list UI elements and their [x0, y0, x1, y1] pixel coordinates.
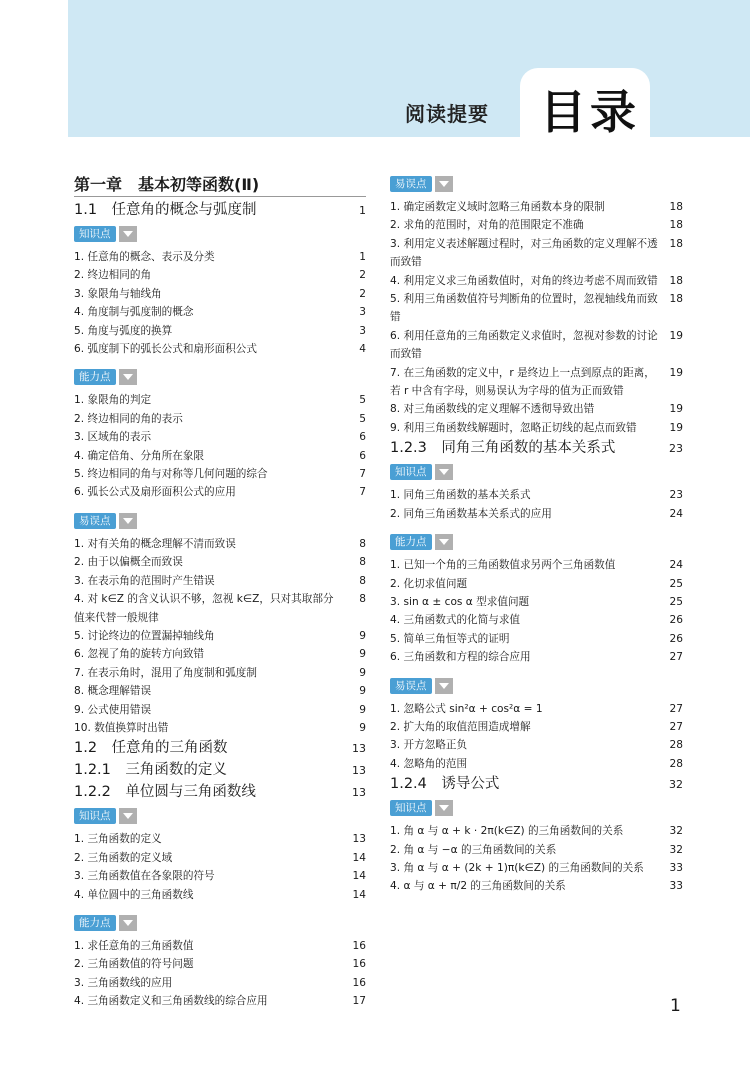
- entry-text: 2. 终边相同的角: [74, 269, 152, 282]
- entry-text: 2. 同角三角函数基本关系式的应用: [390, 507, 552, 520]
- section-page: 32: [669, 778, 683, 792]
- reading-label: 阅读提要: [405, 102, 489, 126]
- entry-page: 13: [352, 833, 366, 846]
- entry-text: 5. 简单三角恒等式的证明: [390, 632, 510, 645]
- entry-text: 2. 由于以偏概全而致误: [74, 556, 183, 569]
- entry-text: 3. 开方忽略正负: [390, 739, 468, 752]
- toc-entry[interactable]: [390, 648, 683, 666]
- toc-list: [74, 830, 366, 904]
- toc-entry[interactable]: [390, 822, 683, 840]
- entry-text: 7. 在三角函数的定义中，r 是终边上一点到原点的距离，若 r 中含有字母，则易误认为字母的值为正而致错: [390, 366, 655, 398]
- entry-page: 19: [669, 421, 683, 434]
- toc-entry[interactable]: [74, 701, 366, 719]
- toc-entry[interactable]: [390, 575, 683, 593]
- entry-text: 1. 象限角的判定: [74, 394, 152, 407]
- entry-text: 8. 概念理解错误: [74, 685, 152, 698]
- section-page: 13: [352, 786, 366, 800]
- category-badge: 易误点: [390, 678, 432, 694]
- entry-page: 6: [359, 449, 366, 462]
- toc-entry[interactable]: [74, 627, 366, 645]
- entry-text: 5. 利用三角函数值符号判断角的位置时，忽视轴线角而致错: [390, 293, 658, 324]
- entry-page: 8: [359, 556, 366, 569]
- toc-entry[interactable]: [74, 410, 366, 428]
- toc-entry[interactable]: [390, 736, 683, 754]
- entry-text: 9. 利用三角函数线解题时，忽略正切线的起点而致错: [390, 421, 637, 434]
- triangle-down-icon: [435, 534, 453, 550]
- entry-text: 3. 三角函数值在各象限的符号: [74, 870, 215, 883]
- entry-page: 16: [352, 939, 366, 952]
- toc-entry[interactable]: [74, 682, 366, 700]
- category-badge: 知识点: [74, 226, 116, 242]
- toc-list: [74, 248, 366, 358]
- entry-page: 9: [359, 685, 366, 698]
- entry-page: 7: [359, 486, 366, 499]
- toc-list: [74, 535, 366, 737]
- entry-text: 1. 对有关角的概念理解不清而致误: [74, 537, 236, 550]
- entry-text: 4. 三角函数式的化简与求值: [390, 614, 521, 627]
- entry-page: 27: [669, 651, 683, 664]
- toc-entry[interactable]: [74, 465, 366, 483]
- category-header: [390, 462, 683, 482]
- toc-section[interactable]: [390, 437, 683, 459]
- category-header: [74, 806, 366, 826]
- toc-entry[interactable]: [390, 611, 683, 629]
- toc-section[interactable]: [74, 737, 366, 759]
- toc-entry[interactable]: [74, 955, 366, 973]
- entry-page: 26: [669, 632, 683, 645]
- entry-page: 9: [359, 721, 366, 734]
- entry-text: 5. 讨论终边的位置漏掉轴线角: [74, 629, 215, 642]
- toc-entry[interactable]: [74, 719, 366, 737]
- toc-entry[interactable]: [74, 535, 366, 553]
- toc-entry[interactable]: [74, 266, 366, 284]
- triangle-down-icon: [435, 678, 453, 694]
- entry-text: 3. 在表示角的范围时产生错误: [74, 574, 215, 587]
- entry-page: 27: [669, 702, 683, 715]
- entry-page: 16: [352, 958, 366, 971]
- section-label: 1.2.3 同角三角函数的基本关系式: [390, 440, 616, 457]
- toc-entry[interactable]: [390, 216, 683, 234]
- section-label: 1.2.1 三角函数的定义: [74, 762, 227, 779]
- entry-page: 3: [359, 306, 366, 319]
- entry-text: 7. 在表示角时，混用了角度制和弧度制: [74, 666, 257, 679]
- toc-entry[interactable]: [74, 340, 366, 358]
- toc-entry[interactable]: [390, 235, 683, 272]
- toc-list: [74, 391, 366, 501]
- entry-page: 23: [669, 489, 683, 502]
- entry-page: 9: [359, 648, 366, 661]
- entry-text: 1. 已知一个角的三角函数值求另两个三角函数值: [390, 559, 616, 572]
- entry-page: 7: [359, 468, 366, 481]
- toc-entry[interactable]: [390, 859, 683, 877]
- entry-text: 6. 忽视了角的旋转方向致错: [74, 648, 205, 661]
- entry-page: 4: [359, 343, 366, 356]
- entry-page: 19: [669, 366, 683, 379]
- entry-text: 2. 三角函数值的符号问题: [74, 958, 194, 971]
- entry-text: 4. 忽略角的范围: [390, 757, 468, 770]
- entry-page: 25: [669, 577, 683, 590]
- entry-page: 33: [669, 880, 683, 893]
- entry-page: 17: [352, 995, 366, 1008]
- entry-text: 10. 数值换算时出错: [74, 721, 169, 734]
- entry-page: 14: [352, 851, 366, 864]
- triangle-down-icon: [119, 915, 137, 931]
- toc-entry[interactable]: [390, 327, 683, 364]
- section-label: 1.2 任意角的三角函数: [74, 740, 228, 757]
- category-badge: 知识点: [74, 808, 116, 824]
- section-label: 1.2.4 诱导公式: [390, 776, 500, 793]
- toc-entry[interactable]: [390, 486, 683, 504]
- toc-entry[interactable]: [390, 700, 683, 718]
- toc-entry[interactable]: [390, 505, 683, 523]
- entry-page: 26: [669, 614, 683, 627]
- entry-page: 18: [669, 274, 683, 287]
- entry-page: 14: [352, 870, 366, 883]
- category-header: [390, 174, 683, 194]
- entry-page: 18: [669, 201, 683, 213]
- entry-page: 24: [669, 507, 683, 520]
- toc-entry[interactable]: [390, 593, 683, 611]
- triangle-down-icon: [435, 176, 453, 192]
- category-badge: 知识点: [390, 800, 432, 816]
- toc-section[interactable]: [74, 759, 366, 781]
- page-number: 1: [670, 996, 681, 1016]
- entry-page: 14: [352, 888, 366, 901]
- toc-entry[interactable]: [74, 992, 366, 1010]
- section-page: 1: [359, 204, 366, 217]
- section-label: 1.1 任意角的概念与弧度制: [74, 202, 257, 218]
- entry-text: 2. 角 α 与 −α 的三角函数间的关系: [390, 843, 557, 856]
- triangle-down-icon: [119, 369, 137, 385]
- toc-entry[interactable]: [74, 285, 366, 303]
- toc-entry[interactable]: [74, 303, 366, 321]
- entry-text: 4. 三角函数定义和三角函数线的综合应用: [74, 995, 268, 1008]
- entry-text: 5. 终边相同的角与对称等几何问题的综合: [74, 468, 268, 481]
- entry-text: 1. 三角函数的定义: [74, 833, 162, 846]
- category-header: [74, 224, 366, 244]
- entry-text: 1. 任意角的概念、表示及分类: [74, 251, 215, 263]
- toc-entry[interactable]: [390, 290, 683, 327]
- toc-list: [390, 198, 683, 437]
- category-badge: 能力点: [390, 534, 432, 550]
- page-title: 目录: [540, 85, 640, 139]
- toc-left-column: [74, 174, 366, 1011]
- category-header: [390, 532, 683, 552]
- toc-entry[interactable]: [74, 322, 366, 340]
- toc-section[interactable]: [74, 781, 366, 803]
- toc-entry[interactable]: [390, 718, 683, 736]
- toc-entry[interactable]: [390, 877, 683, 895]
- entry-page: 5: [359, 394, 366, 407]
- entry-page: 25: [669, 595, 683, 608]
- entry-page: 5: [359, 412, 366, 425]
- entry-text: 6. 弧度制下的弧长公式和扇形面积公式: [74, 343, 257, 356]
- entry-page: 32: [669, 825, 683, 838]
- toc-entry[interactable]: [74, 849, 366, 867]
- entry-page: 33: [669, 861, 683, 874]
- entry-text: 1. 忽略公式 sin²α + cos²α = 1: [390, 702, 543, 715]
- entry-page: 2: [359, 287, 366, 300]
- entry-text: 3. 三角函数线的应用: [74, 976, 173, 989]
- entry-page: 9: [359, 629, 366, 642]
- category-badge: 知识点: [390, 464, 432, 480]
- toc-entry[interactable]: [74, 867, 366, 885]
- triangle-down-icon: [119, 808, 137, 824]
- entry-page: 19: [669, 329, 683, 342]
- toc-entry[interactable]: [74, 428, 366, 446]
- category-badge: 易误点: [390, 176, 432, 192]
- toc-section[interactable]: [74, 199, 366, 221]
- entry-page: 1: [359, 251, 366, 263]
- entry-text: 6. 利用任意角的三角函数定义求值时，忽视对参数的讨论而致错: [390, 329, 658, 361]
- toc-list: [390, 700, 683, 774]
- entry-page: 6: [359, 431, 366, 444]
- category-header: [390, 798, 683, 818]
- entry-page: 2: [359, 269, 366, 282]
- category-header: [74, 913, 366, 933]
- section-page: 13: [352, 764, 366, 778]
- toc-entry[interactable]: [390, 755, 683, 773]
- entry-text: 1. 确定函数定义域时忽略三角函数本身的限制: [390, 201, 605, 213]
- toc-list: [74, 937, 366, 1011]
- toc-list: [390, 556, 683, 666]
- entry-text: 9. 公式使用错误: [74, 703, 152, 716]
- entry-text: 3. 利用定义表述解题过程时，对三角函数的定义理解不透而致错: [390, 237, 658, 269]
- toc-entry[interactable]: [390, 272, 683, 290]
- toc-right-column: [390, 174, 683, 896]
- toc-entry[interactable]: [74, 937, 366, 955]
- toc-entry[interactable]: [390, 841, 683, 859]
- entry-page: 9: [359, 666, 366, 679]
- category-badge: 易误点: [74, 513, 116, 529]
- entry-page: 27: [669, 720, 683, 733]
- entry-page: 8: [359, 593, 366, 606]
- entry-text: 1. 同角三角函数的基本关系式: [390, 489, 531, 502]
- entry-text: 4. 确定倍角、分角所在象限: [74, 449, 205, 462]
- toc-entry[interactable]: [74, 664, 366, 682]
- entry-page: 19: [669, 403, 683, 416]
- entry-text: 6. 三角函数和方程的综合应用: [390, 651, 531, 664]
- toc-entry[interactable]: [74, 391, 366, 409]
- toc-entry[interactable]: [74, 886, 366, 904]
- toc-entry[interactable]: [74, 974, 366, 992]
- entry-page: 28: [669, 739, 683, 752]
- entry-text: 4. 角度制与弧度制的概念: [74, 306, 194, 319]
- entry-text: 1. 求任意角的三角函数值: [74, 939, 194, 952]
- entry-text: 2. 扩大角的取值范围造成增解: [390, 720, 531, 733]
- category-header: [74, 511, 366, 531]
- entry-text: 3. 区域角的表示: [74, 431, 152, 444]
- entry-page: 18: [669, 219, 683, 232]
- entry-text: 2. 终边相同的角的表示: [74, 412, 183, 425]
- chapter-title: 第一章 基本初等函数(Ⅱ): [74, 174, 366, 197]
- triangle-down-icon: [119, 513, 137, 529]
- entry-text: 4. 单位圆中的三角函数线: [74, 888, 194, 901]
- toc-entry[interactable]: [74, 590, 366, 627]
- toc-section[interactable]: [390, 773, 683, 795]
- toc-entry[interactable]: [74, 645, 366, 663]
- entry-text: 3. 象限角与轴线角: [74, 287, 162, 300]
- entry-text: 3. sin α ± cos α 型求值问题: [390, 595, 530, 608]
- entry-text: 4. 对 k∈Z 的含义认识不够，忽视 k∈Z，只对其取部分值来代替一般规律: [74, 593, 334, 624]
- toc-entry[interactable]: [74, 572, 366, 590]
- toc-entry[interactable]: [390, 198, 683, 216]
- entry-text: 5. 角度与弧度的换算: [74, 324, 173, 337]
- entry-text: 1. 角 α 与 α + k · 2π(k∈Z) 的三角函数间的关系: [390, 825, 624, 838]
- section-page: 23: [669, 442, 683, 456]
- entry-text: 2. 求角的范围时，对角的范围限定不准确: [390, 219, 584, 232]
- section-page: 13: [352, 742, 366, 756]
- triangle-down-icon: [435, 800, 453, 816]
- entry-text: 2. 三角函数的定义域: [74, 851, 173, 864]
- toc-entry[interactable]: [390, 419, 683, 437]
- toc-entry[interactable]: [390, 364, 683, 401]
- entry-text: 4. α 与 α + π/2 的三角函数间的关系: [390, 880, 566, 893]
- category-header: [390, 676, 683, 696]
- entry-text: 2. 化切求值问题: [390, 577, 468, 590]
- entry-page: 18: [669, 237, 683, 250]
- entry-page: 9: [359, 703, 366, 716]
- toc-entry[interactable]: [390, 556, 683, 574]
- section-label: 1.2.2 单位圆与三角函数线: [74, 784, 256, 801]
- entry-page: 3: [359, 324, 366, 337]
- toc-entry[interactable]: [390, 400, 683, 418]
- toc-entry[interactable]: [74, 248, 366, 266]
- category-badge: 能力点: [74, 915, 116, 931]
- toc-list: [390, 486, 683, 523]
- entry-page: 8: [359, 537, 366, 550]
- toc-list: [390, 822, 683, 896]
- entry-text: 8. 对三角函数线的定义理解不透彻导致出错: [390, 403, 595, 416]
- triangle-down-icon: [435, 464, 453, 480]
- entry-page: 8: [359, 574, 366, 587]
- toc-entry[interactable]: [74, 447, 366, 465]
- entry-page: 16: [352, 976, 366, 989]
- toc-entry[interactable]: [74, 553, 366, 571]
- entry-page: 32: [669, 843, 683, 856]
- entry-text: 6. 弧长公式及扇形面积公式的应用: [74, 486, 236, 499]
- entry-page: 24: [669, 559, 683, 572]
- entry-page: 18: [669, 293, 683, 306]
- toc-entry[interactable]: [390, 630, 683, 648]
- toc-entry[interactable]: [74, 483, 366, 501]
- entry-text: 4. 利用定义求三角函数值时，对角的终边考虑不周而致错: [390, 274, 658, 287]
- entry-page: 28: [669, 757, 683, 770]
- triangle-down-icon: [119, 226, 137, 242]
- category-badge: 能力点: [74, 369, 116, 385]
- category-header: [74, 367, 366, 387]
- toc-entry[interactable]: [74, 830, 366, 848]
- entry-text: 3. 角 α 与 α + (2k + 1)π(k∈Z) 的三角函数间的关系: [390, 861, 644, 874]
